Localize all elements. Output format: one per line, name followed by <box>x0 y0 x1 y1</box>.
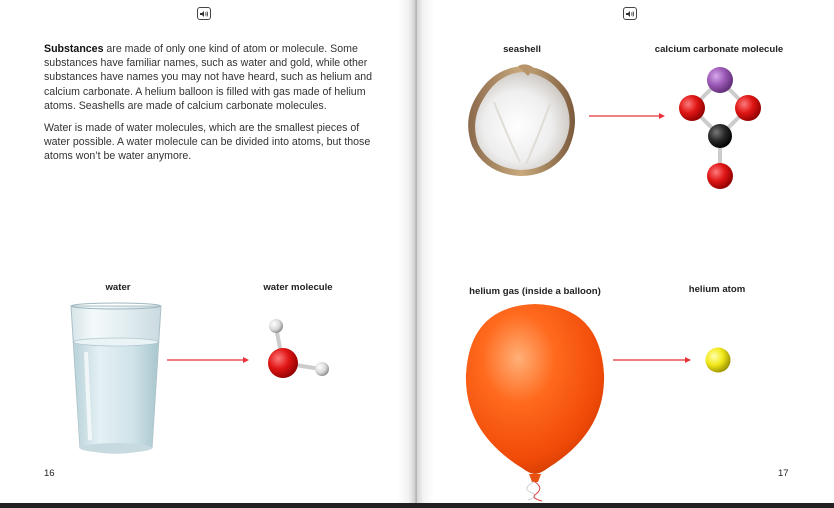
label-water-molecule: water molecule <box>263 282 333 293</box>
label-water: water <box>105 282 131 293</box>
paragraph-2: Water is made of water molecules, which are the smallest pieces of water possible. A water molecule can be divided into atoms, but those atoms won’t be water anymore. <box>44 122 371 163</box>
label-helium-gas: helium gas (inside a balloon) <box>469 286 601 297</box>
calcium-carbonate-molecule-model <box>674 64 766 194</box>
helium-atom-model <box>703 345 733 375</box>
label-seashell: seashell <box>503 44 541 55</box>
oxygen-atom <box>707 163 733 189</box>
water-glass-image <box>66 302 166 460</box>
term-substances: Substances <box>44 43 104 55</box>
speaker-icon <box>625 10 635 18</box>
speaker-icon <box>199 10 209 18</box>
oxygen-atom <box>268 348 298 378</box>
water-molecule-model <box>262 315 334 383</box>
oxygen-atom <box>735 95 761 121</box>
hydrogen-atom <box>269 319 283 333</box>
arrow-helium-to-atom <box>613 355 691 365</box>
calcium-atom <box>707 67 733 93</box>
audio-button-right[interactable] <box>623 7 637 20</box>
right-page <box>416 0 834 508</box>
viewer-bottom-edge <box>0 503 834 508</box>
audio-button-left[interactable] <box>197 7 211 20</box>
page-number-left: 16 <box>44 468 55 479</box>
body-text <box>44 42 374 172</box>
oxygen-atom <box>679 95 705 121</box>
label-helium-atom: helium atom <box>688 284 746 295</box>
seashell-image <box>464 62 582 180</box>
arrow-seashell-to-molecule <box>589 111 665 121</box>
paragraph-1-text: are made of only one kind of atom or molecule. Some substances have familiar names, such as water and gold, while other substances have names you may not have heard, such as helium and calcium carbonate. A helium balloon is filled with gas made of helium atoms. Seashells are made of calcium carbonate molecules. <box>44 43 373 112</box>
hydrogen-atom <box>315 362 329 376</box>
left-page <box>0 0 412 508</box>
helium-balloon-image <box>462 302 608 502</box>
label-calcium-carbonate-molecule: calcium carbonate molecule <box>654 44 784 55</box>
arrow-water-to-molecule <box>167 355 249 365</box>
page-number-right: 17 <box>778 468 789 479</box>
paragraph-1 <box>44 42 374 113</box>
carbon-atom <box>708 124 732 148</box>
